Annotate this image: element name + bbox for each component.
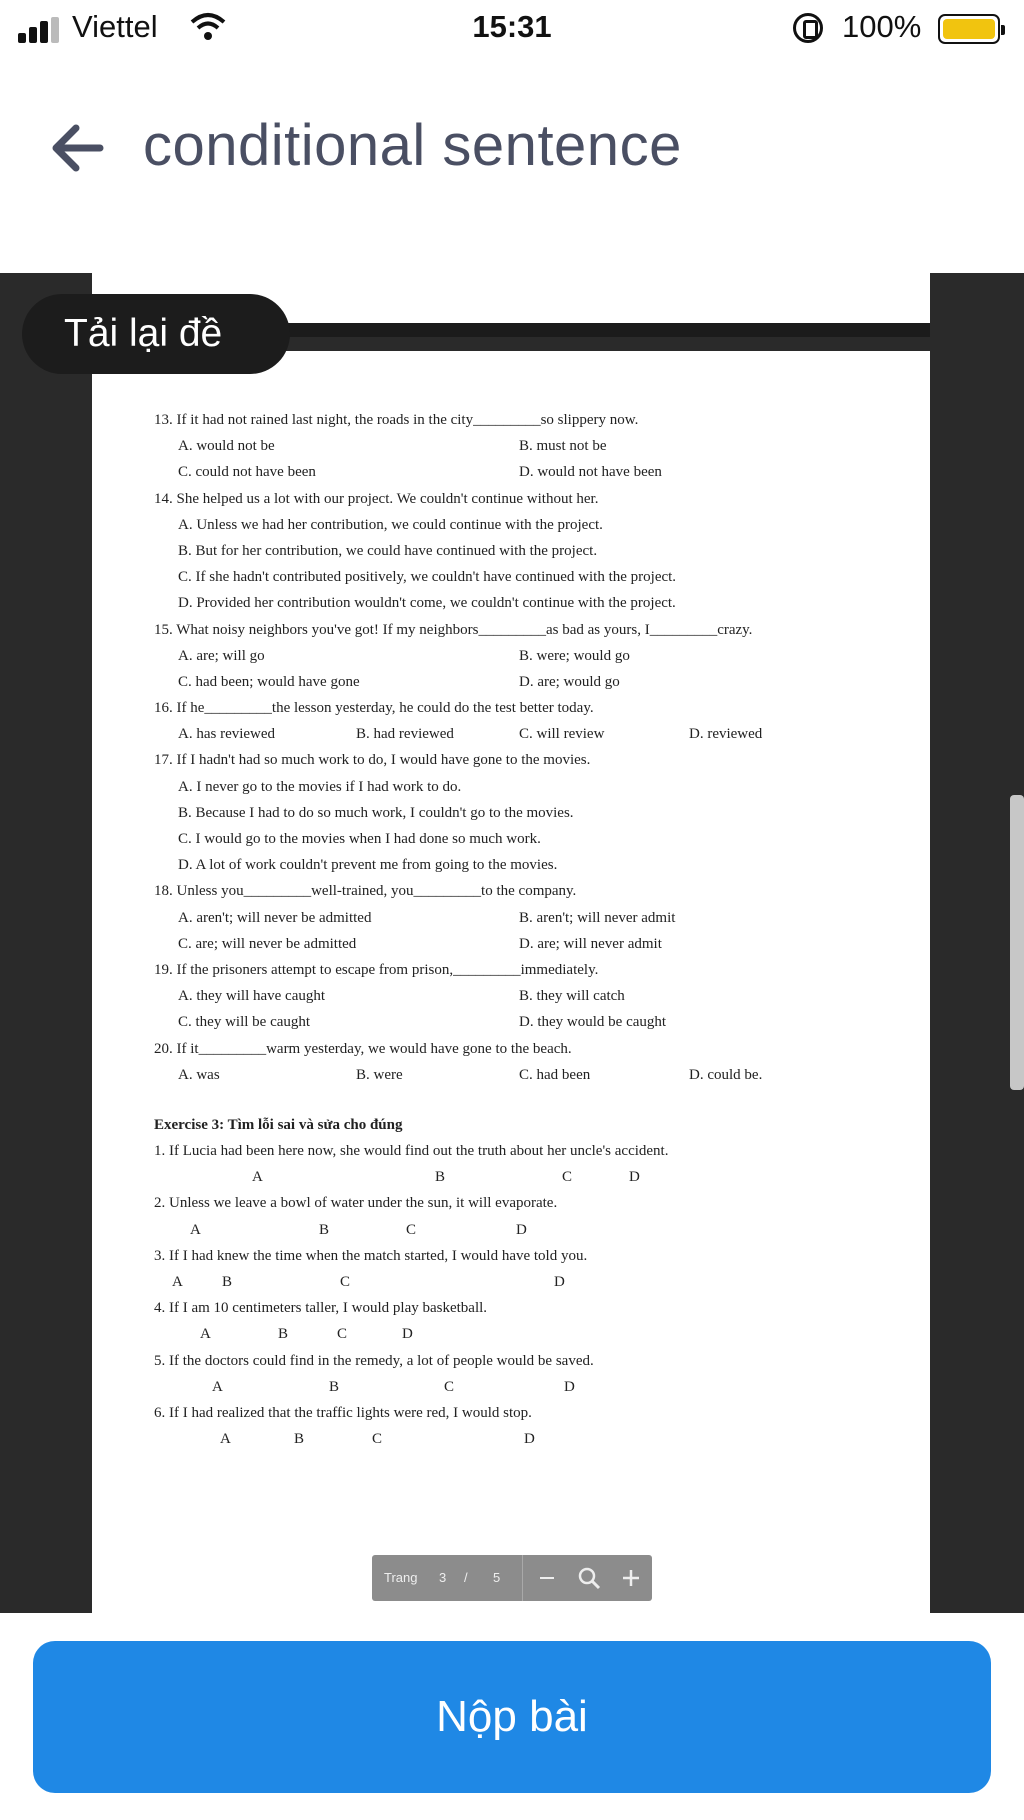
battery-icon (938, 14, 1000, 44)
orientation-lock-icon (793, 13, 823, 43)
page-navigator (372, 1555, 652, 1601)
current-page[interactable]: 3 (439, 1570, 447, 1585)
option-line: C. had been; would have gone D. are; would go (178, 673, 620, 690)
zoom-search-icon[interactable] (572, 1555, 606, 1601)
option-line: C. If she hadn't contributed positively, we couldn't have continued with the project. (178, 569, 677, 586)
answer-letters: A B C D (172, 1274, 565, 1290)
answer-letters: A B C D (200, 1326, 413, 1343)
answer-letters: A B C D (220, 1431, 535, 1448)
page-title: conditional sentence (143, 113, 682, 178)
option-line: C. are; will never be admitted D. are; will never admit (178, 935, 662, 952)
submit-button[interactable]: Nộp bài (33, 1641, 991, 1793)
question-line: 15. What noisy neighbors you've got! If my neighbors_________as bad as yours, I_________crazy. (154, 621, 753, 638)
option-line: A. was B. were C. had been D. could be. (178, 1066, 763, 1083)
question-line: 20. If it_________warm yesterday, we would have gone to the beach. (154, 1040, 572, 1057)
option-line: D. Provided her contribution wouldn't come, we couldn't continue with the project. (178, 595, 676, 612)
page-separator: / (464, 1570, 468, 1585)
question-line: 17. If I hadn't had so much work to do, I would have gone to the movies. (154, 752, 591, 769)
question-line: 18. Unless you_________well-trained, you_________to the company. (154, 883, 577, 900)
error-sentence: 2. Unless we leave a bowl of water under the sun, it will evaporate. (154, 1195, 558, 1212)
carrier-name: Viettel (72, 9, 158, 44)
error-sentence: 6. If I had realized that the traffic lights were red, I would stop. (154, 1404, 532, 1421)
answer-letters: A B C D (252, 1169, 640, 1186)
scrollbar[interactable] (1010, 795, 1024, 1090)
clock: 15:31 (472, 9, 552, 44)
question-line: 16. If he_________the lesson yesterday, he could do the test better today. (154, 700, 594, 717)
option-line: A. they will have caught B. they will catch (178, 988, 625, 1005)
option-line: C. I would go to the movies when I had done so much work. (178, 831, 541, 847)
total-pages: 5 (493, 1570, 501, 1585)
error-sentence: 1. If Lucia had been here now, she would find out the truth about her uncle's accident. (154, 1143, 669, 1160)
option-line: A. I never go to the movies if I had work to do. (178, 778, 462, 795)
answer-letters: A B C D (190, 1221, 527, 1238)
option-line: A. are; will go B. were; would go (178, 647, 630, 664)
question-line: 13. If it had not rained last night, the roads in the city_________so slippery now. (154, 412, 639, 428)
answer-letters: A B C D (212, 1378, 575, 1395)
exam-document (154, 407, 884, 1452)
reload-exam-button[interactable]: Tải lại đề (22, 294, 290, 374)
question-line: 14. She helped us a lot with our project. We couldn't continue without her. (154, 490, 599, 507)
pdf-page (92, 351, 930, 1606)
option-line: C. could not have been D. would not have been (178, 464, 662, 481)
error-sentence: 4. If I am 10 centimeters taller, I would play basketball. (154, 1300, 488, 1317)
error-sentence: 3. If I had knew the time when the match started, I would have told you. (154, 1247, 588, 1264)
error-sentence: 5. If the doctors could find in the remedy, a lot of people would be saved. (154, 1352, 594, 1369)
option-line: B. Because I had to do so much work, I couldn't go to the movies. (178, 804, 574, 821)
page-label: Trang (384, 1570, 418, 1585)
pdf-viewer[interactable] (0, 273, 1024, 1613)
status-bar (0, 0, 1024, 58)
back-arrow-icon[interactable] (50, 118, 104, 178)
option-line: B. But for her contribution, we could have continued with the project. (178, 542, 598, 559)
question-line: 19. If the prisoners attempt to escape from prison,_________immediately. (154, 961, 599, 978)
option-line: A. aren't; will never be admitted B. aren't; will never admit (178, 909, 676, 926)
battery-percent: 100% (842, 9, 922, 44)
zoom-in-icon[interactable] (616, 1555, 646, 1601)
option-line: A. would not be B. must not be (178, 438, 607, 455)
exercise-title: Exercise 3: Tìm lỗi sai và sửa cho đúng (154, 1116, 403, 1133)
option-line: A. Unless we had her contribution, we could continue with the project. (178, 516, 603, 533)
option-line: D. A lot of work couldn't prevent me from going to the movies. (178, 857, 558, 874)
option-line: A. has reviewed B. had reviewed C. will review D. reviewed (178, 726, 763, 743)
zoom-out-icon[interactable] (532, 1555, 562, 1601)
option-line: C. they will be caught D. they would be caught (178, 1014, 667, 1031)
